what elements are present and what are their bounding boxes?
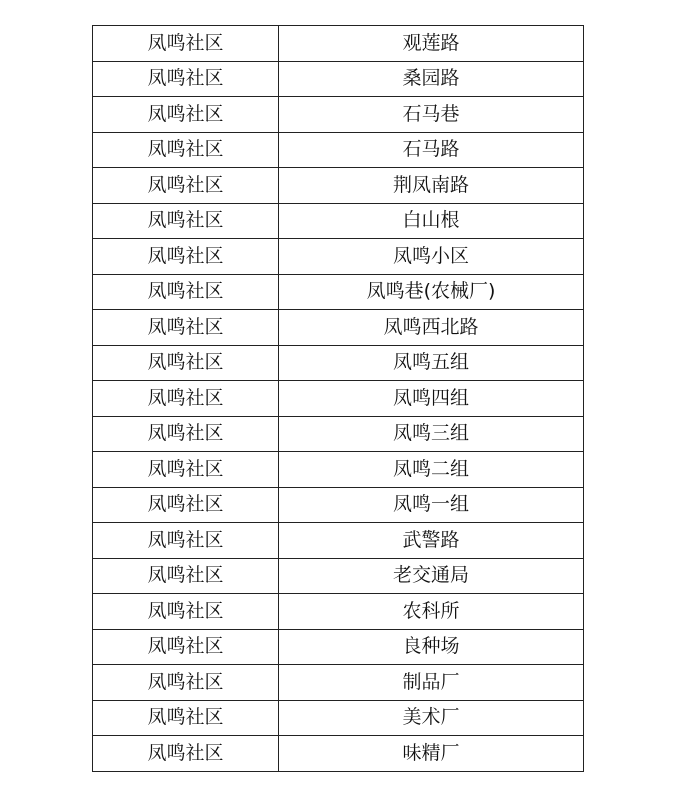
community-cell: 凤鸣社区 bbox=[93, 629, 279, 665]
community-cell: 凤鸣社区 bbox=[93, 416, 279, 452]
street-cell: 凤鸣巷(农械厂) bbox=[279, 274, 584, 310]
street-cell: 制品厂 bbox=[279, 665, 584, 701]
table-row bbox=[93, 665, 584, 701]
street-cell: 凤鸣西北路 bbox=[279, 310, 584, 346]
street-cell: 荆凤南路 bbox=[279, 168, 584, 204]
street-cell: 石马路 bbox=[279, 132, 584, 168]
table-row bbox=[93, 700, 584, 736]
street-cell: 农科所 bbox=[279, 594, 584, 630]
street-cell: 石马巷 bbox=[279, 97, 584, 133]
table-row bbox=[93, 310, 584, 346]
table-row bbox=[93, 97, 584, 133]
table-row bbox=[93, 452, 584, 488]
community-cell: 凤鸣社区 bbox=[93, 26, 279, 62]
address-table bbox=[92, 25, 584, 772]
table-row bbox=[93, 523, 584, 559]
community-cell: 凤鸣社区 bbox=[93, 665, 279, 701]
community-cell: 凤鸣社区 bbox=[93, 239, 279, 275]
community-cell: 凤鸣社区 bbox=[93, 700, 279, 736]
street-cell: 凤鸣二组 bbox=[279, 452, 584, 488]
table-row bbox=[93, 345, 584, 381]
street-cell: 老交通局 bbox=[279, 558, 584, 594]
community-cell: 凤鸣社区 bbox=[93, 523, 279, 559]
street-cell: 良种场 bbox=[279, 629, 584, 665]
table-row bbox=[93, 168, 584, 204]
table-row bbox=[93, 381, 584, 417]
address-table-container bbox=[92, 25, 583, 772]
street-cell: 凤鸣小区 bbox=[279, 239, 584, 275]
table-row bbox=[93, 239, 584, 275]
community-cell: 凤鸣社区 bbox=[93, 736, 279, 772]
street-cell: 凤鸣四组 bbox=[279, 381, 584, 417]
table-row bbox=[93, 487, 584, 523]
community-cell: 凤鸣社区 bbox=[93, 594, 279, 630]
street-cell: 凤鸣三组 bbox=[279, 416, 584, 452]
address-table-body bbox=[93, 26, 584, 772]
community-cell: 凤鸣社区 bbox=[93, 132, 279, 168]
table-row bbox=[93, 629, 584, 665]
street-cell: 白山根 bbox=[279, 203, 584, 239]
community-cell: 凤鸣社区 bbox=[93, 61, 279, 97]
table-row bbox=[93, 132, 584, 168]
community-cell: 凤鸣社区 bbox=[93, 97, 279, 133]
street-cell: 武警路 bbox=[279, 523, 584, 559]
community-cell: 凤鸣社区 bbox=[93, 381, 279, 417]
table-row bbox=[93, 61, 584, 97]
table-row bbox=[93, 274, 584, 310]
street-cell: 味精厂 bbox=[279, 736, 584, 772]
community-cell: 凤鸣社区 bbox=[93, 274, 279, 310]
table-row bbox=[93, 558, 584, 594]
table-row bbox=[93, 594, 584, 630]
street-cell: 桑园路 bbox=[279, 61, 584, 97]
community-cell: 凤鸣社区 bbox=[93, 203, 279, 239]
street-cell: 美术厂 bbox=[279, 700, 584, 736]
community-cell: 凤鸣社区 bbox=[93, 310, 279, 346]
community-cell: 凤鸣社区 bbox=[93, 452, 279, 488]
community-cell: 凤鸣社区 bbox=[93, 487, 279, 523]
table-row bbox=[93, 26, 584, 62]
table-row bbox=[93, 203, 584, 239]
street-cell: 凤鸣五组 bbox=[279, 345, 584, 381]
community-cell: 凤鸣社区 bbox=[93, 345, 279, 381]
street-cell: 凤鸣一组 bbox=[279, 487, 584, 523]
table-row bbox=[93, 736, 584, 772]
community-cell: 凤鸣社区 bbox=[93, 558, 279, 594]
street-cell: 观莲路 bbox=[279, 26, 584, 62]
community-cell: 凤鸣社区 bbox=[93, 168, 279, 204]
table-row bbox=[93, 416, 584, 452]
